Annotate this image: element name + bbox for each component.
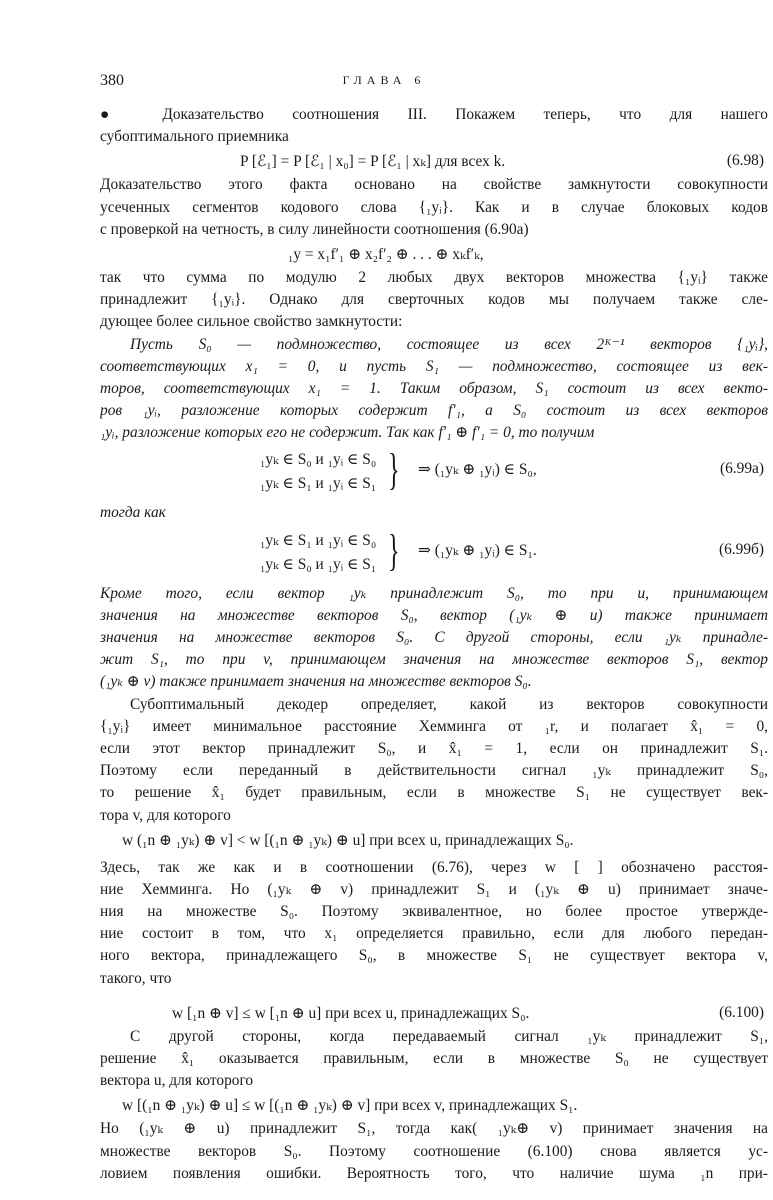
text-line: так что сумма по модулю 2 любых двух векторов множества {₁yᵢ} также: [100, 268, 768, 286]
equation-row: ₁yₖ ∈ S₁ и ₁yᵢ ∈ S₁: [260, 475, 377, 493]
text-line: Здесь, так же как и в соотношении (6.76), через w [ ] обозначено расстоя-: [100, 858, 768, 876]
text-line: решение x̂₁ оказывается правильным, если в множестве S₀ не существует: [100, 1050, 768, 1067]
equation-conditions: [260, 448, 376, 496]
page-text: [100, 104, 768, 1185]
text-line: усеченных сегментов кодового слова {₁yᵢ}. Как и в случае блоковых кодов: [100, 198, 768, 216]
text-line: ния на множестве S₀. Поэтому эквивалентное, но более простое утвержде-: [100, 903, 768, 921]
text-line: тора v, для которого: [100, 806, 231, 824]
equation-number: (6.98): [726, 152, 764, 170]
running-header: [100, 72, 668, 92]
equation-6-99b: [100, 525, 768, 583]
equation-number: (6.99б): [718, 540, 764, 558]
equation-row: ₁yₖ ∈ S₀ и ₁yᵢ ∈ S₁: [260, 555, 377, 573]
equation-result: ⇒ (₁yₖ ⊕ ₁yᵢ) ∈ S₁.: [418, 541, 537, 559]
text-line: ловием появления ошибки. Вероятность того, что наличие шума ₁n при-: [100, 1164, 768, 1182]
equation-row: ₁yₖ ∈ S₁ и ₁yᵢ ∈ S₀: [260, 531, 377, 549]
text-line: вектора u, для которого: [100, 1072, 254, 1090]
equation-row: ₁yₖ ∈ S₀ и ₁yᵢ ∈ S₀: [260, 451, 377, 469]
text-line: Поэтому если переданный в действительности сигнал ₁yₖ принадлежит S₀,: [100, 762, 768, 780]
equation-body: w [(₁n ⊕ ₁yₖ) ⊕ u] ≤ w [(₁n ⊕ ₁yₖ) ⊕ v] при всех v, принадлежащих S₁.: [122, 1097, 578, 1115]
equation-result: ⇒ (₁yₖ ⊕ ₁yᵢ) ∈ S₀,: [418, 461, 537, 479]
text-line: принадлежит {₁yᵢ}. Однако для сверточных кодов мы получаем также сле-: [100, 291, 768, 309]
equation-6-99a: [100, 444, 768, 502]
text-line: ного вектора, принадлежащего S₀, в множестве S₁ не существует вектора v,: [100, 947, 768, 965]
text-line: Субоптимальный декодер определяет, какой из векторов совокупности: [130, 695, 768, 713]
text-line: значения на множестве векторов S₀. С другой стороны, если ₁yₖ принадле-: [100, 629, 768, 646]
text-line: ров ₁yᵢ, разложение которых содержит f′₁, а S₀ состоит из всех векторов: [100, 402, 768, 420]
equation-error-condition-2: [100, 1092, 768, 1118]
text-line: с проверкой на четность, в силу линейности соотношения (6.90а): [100, 220, 529, 238]
right-brace: }: [388, 445, 400, 495]
text-line: (₁yₖ ⊕ v) также принимает значения на множестве векторов S₀.: [100, 673, 532, 691]
text-line: жит S₁, то при v, принимающем значения на множестве векторов S₁, вектор: [100, 651, 768, 669]
equation-body: w (₁n ⊕ ₁yₖ) ⊕ v] < w [(₁n ⊕ ₁yₖ) ⊕ u] при всех u, принадлежащих S₀.: [122, 831, 574, 849]
text-line: дующее более сильное свойство замкнутости:: [100, 313, 403, 331]
text-line: Доказательство этого факта основано на свойстве замкнутости совокупности: [100, 176, 768, 194]
text-line: такого, что: [100, 969, 172, 987]
equation-number: (6.99а): [719, 460, 764, 478]
page-number: 380: [100, 72, 124, 89]
equation-body: P [ℰ₁] = P [ℰ₁ | x₀] = P [ℰ₁ | xₖ] для всех k.: [240, 153, 506, 171]
equation-linear-combination: [100, 241, 768, 267]
text-line: ₁yᵢ, разложение которых его не содержит. Так как f′₁ ⊕ f′₁ = 0, то получим: [100, 424, 595, 442]
equation-6-100: [100, 1000, 768, 1026]
spacer: [100, 990, 768, 1000]
right-brace: }: [388, 525, 400, 575]
equation-6-98: [100, 148, 768, 174]
text-line: Но (₁yₖ ⊕ u) принадлежит S₁, тогда как( ₁yₖ⊕ v) принимает значения на: [100, 1120, 768, 1138]
text-line: субоптимального приемника: [100, 128, 289, 146]
equation-body: w [₁n ⊕ v] ≤ w [₁n ⊕ u] при всех u, принадлежащих S₀.: [172, 1004, 530, 1022]
text-line: тогда как: [100, 504, 166, 522]
text-line: ● Доказательство соотношения III. Покажем теперь, что для нашего: [100, 106, 768, 123]
text-line: множестве векторов S₀. Поэтому соотношение (6.100) снова является ус-: [100, 1142, 768, 1160]
equation-error-condition-1: [100, 827, 768, 857]
text-line: ние состоит в том, что x₁ определяется правильно, если для любого передан-: [100, 925, 768, 943]
text-line: Пусть S₀ — подмножество, состоящее из всех 2ᴷ⁻¹ векторов {₁yᵢ},: [130, 335, 768, 353]
equation-body: ₁y = x₁f′₁ ⊕ x₂f′₂ ⊕ . . . ⊕ xₖf′ₖ,: [288, 245, 484, 263]
text-line: ние Хемминга. Но (₁yₖ ⊕ v) принадлежит S₁ и (₁yₖ ⊕ u) принимает значе-: [100, 880, 768, 898]
equation-conditions: [260, 529, 376, 577]
text-line: значения на множестве векторов S₀, вектор (₁yₖ ⊕ u) также принимает: [100, 606, 768, 624]
text-line: Кроме того, если вектор ₁yₖ принадлежит S₀, то при u, принимающем: [100, 584, 768, 602]
text-line: {₁yᵢ} имеет минимальное расстояние Хемминга от ₁r, и полагает x̂₁ = 0,: [100, 717, 768, 735]
text-line: С другой стороны, когда передаваемый сигнал ₁yₖ принадлежит S₁,: [130, 1027, 768, 1045]
equation-number: (6.100): [719, 1003, 764, 1021]
text-line: если этот вектор принадлежит S₀, и x̂₁ = 1, если он принадлежит S₁.: [100, 739, 768, 757]
chapter-title: ГЛАВА 6: [342, 73, 426, 87]
text-line: то решение x̂₁ будет правильным, если в множестве S₁ не существует век-: [100, 784, 768, 802]
text-line: торов, соответствующих x₁ = 1. Таким образом, S₁ состоит из всех векто-: [100, 379, 768, 397]
text-line: соответствующих x₁ = 0, и пусть S₁ — подмножество, состоящее из век-: [100, 357, 768, 375]
